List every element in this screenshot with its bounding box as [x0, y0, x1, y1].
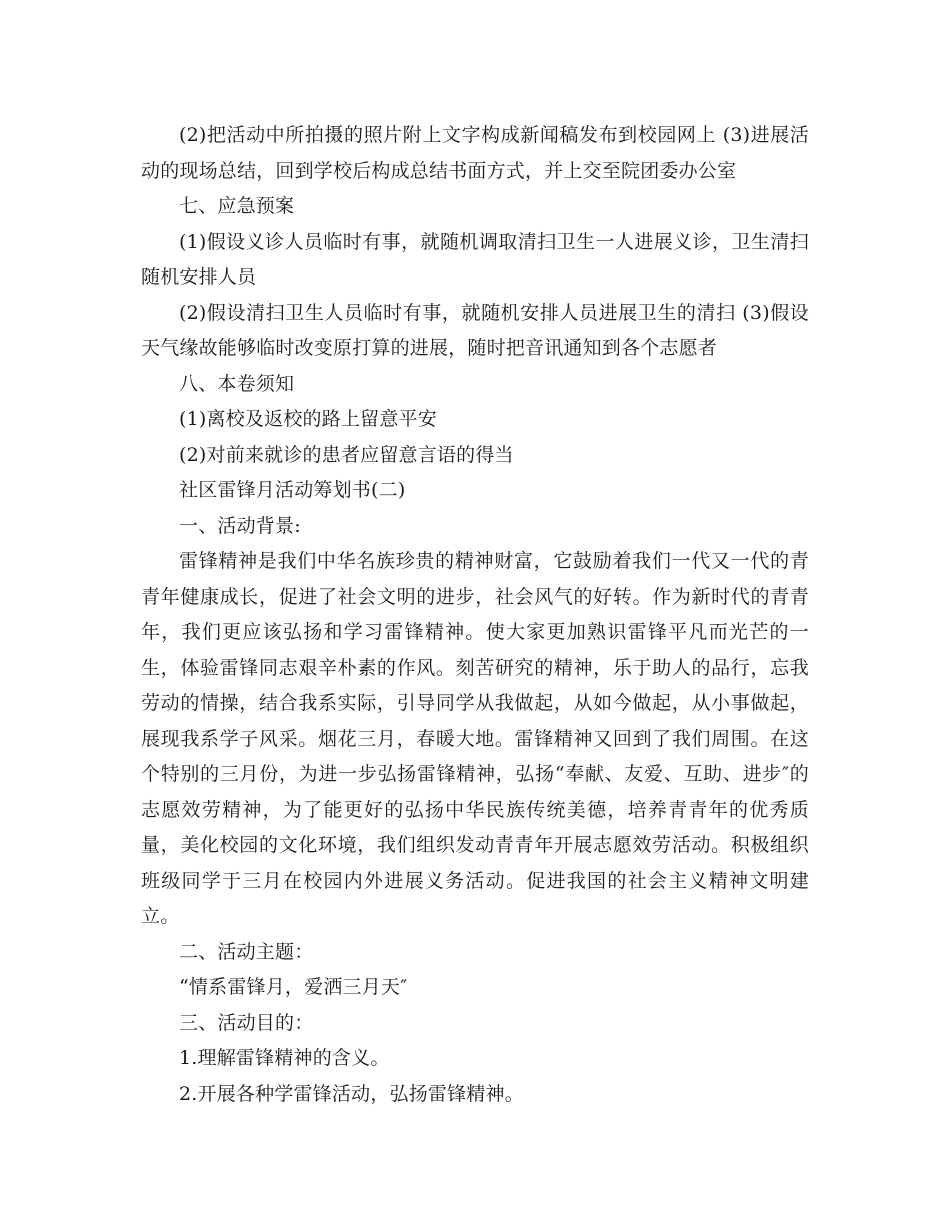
paragraph-emergency-2: (2)假设清扫卫生人员临时有事，就随机安排人员进展卫生的清扫 (3)假设天气缘故能够临时改变原打算的进展，随时把音讯通知到各个志愿者 — [141, 301, 809, 359]
paragraph-emergency-1: (1)假设义诊人员临时有事，就随机调取清扫卫生一人进展义诊，卫生清扫随机安排人员 — [141, 230, 809, 288]
heading-emergency-plan: 七、应急预案 — [179, 195, 295, 217]
paragraph-background: 雷锋精神是我们中华名族珍贵的精神财富，它鼓励着我们一代又一代的青青年健康成长，促进了社会文明的进步，社会风气的好转。作为新时代的青青年，我们更应该弘扬和学习雷锋精神。使大家更加熟识雷锋平凡而光芒的一生，体验雷锋同志艰辛朴素的作风。刻苦研究的精神，乐于助人的品行，忘我劳动的情操，结合我系实际，引导同学从我做起，从如今做起，从小事做起，展现我系学子风采。烟花三月，春暖大地。雷锋精神又回到了我们周围。在这个特别的三月份，为进一步弘扬雷锋精神，弘扬“奉献、友爱、互助、进步″的志愿效劳精神，为了能更好的弘扬中华民族传统美德，培养青青年的优秀质量，美化校园的文化环境，我们组织发动青青年开展志愿效劳活动。积极组织班级同学于三月在校园内外进展义务活动。促进我国的社会主义精神文明建立。 — [141, 550, 809, 927]
heading-activity-purpose: 三、活动目的： — [179, 1011, 314, 1034]
paragraph-note-2: (2)对前来就诊的患者应留意言语的得当 — [179, 443, 514, 466]
heading-activity-theme: 二、活动主题： — [179, 940, 314, 963]
paragraph-theme: “情系雷锋月，爱洒三月天″ — [179, 976, 408, 998]
paragraph-note-1: (1)离校及返校的路上留意平安 — [179, 408, 437, 430]
list-item-purpose-2: 2.开展各种学雷锋活动，弘扬雷锋精神。 — [179, 1082, 524, 1105]
list-item-purpose-1: 1.理解雷锋精神的含义。 — [179, 1047, 390, 1069]
heading-activity-background: 一、活动背景: — [179, 514, 301, 537]
heading-notes: 八、本卷须知 — [179, 372, 295, 395]
section-title-plan-two: 社区雷锋月活动筹划书(二) — [179, 479, 406, 501]
document-body — [141, 118, 809, 1112]
paragraph-publish-summary: (2)把活动中所拍摄的照片附上文字构成新闻稿发布到校园网上 (3)进展活动的现场总结，回到学校后构成总结书面方式，并上交至院团委办公室 — [141, 124, 809, 182]
